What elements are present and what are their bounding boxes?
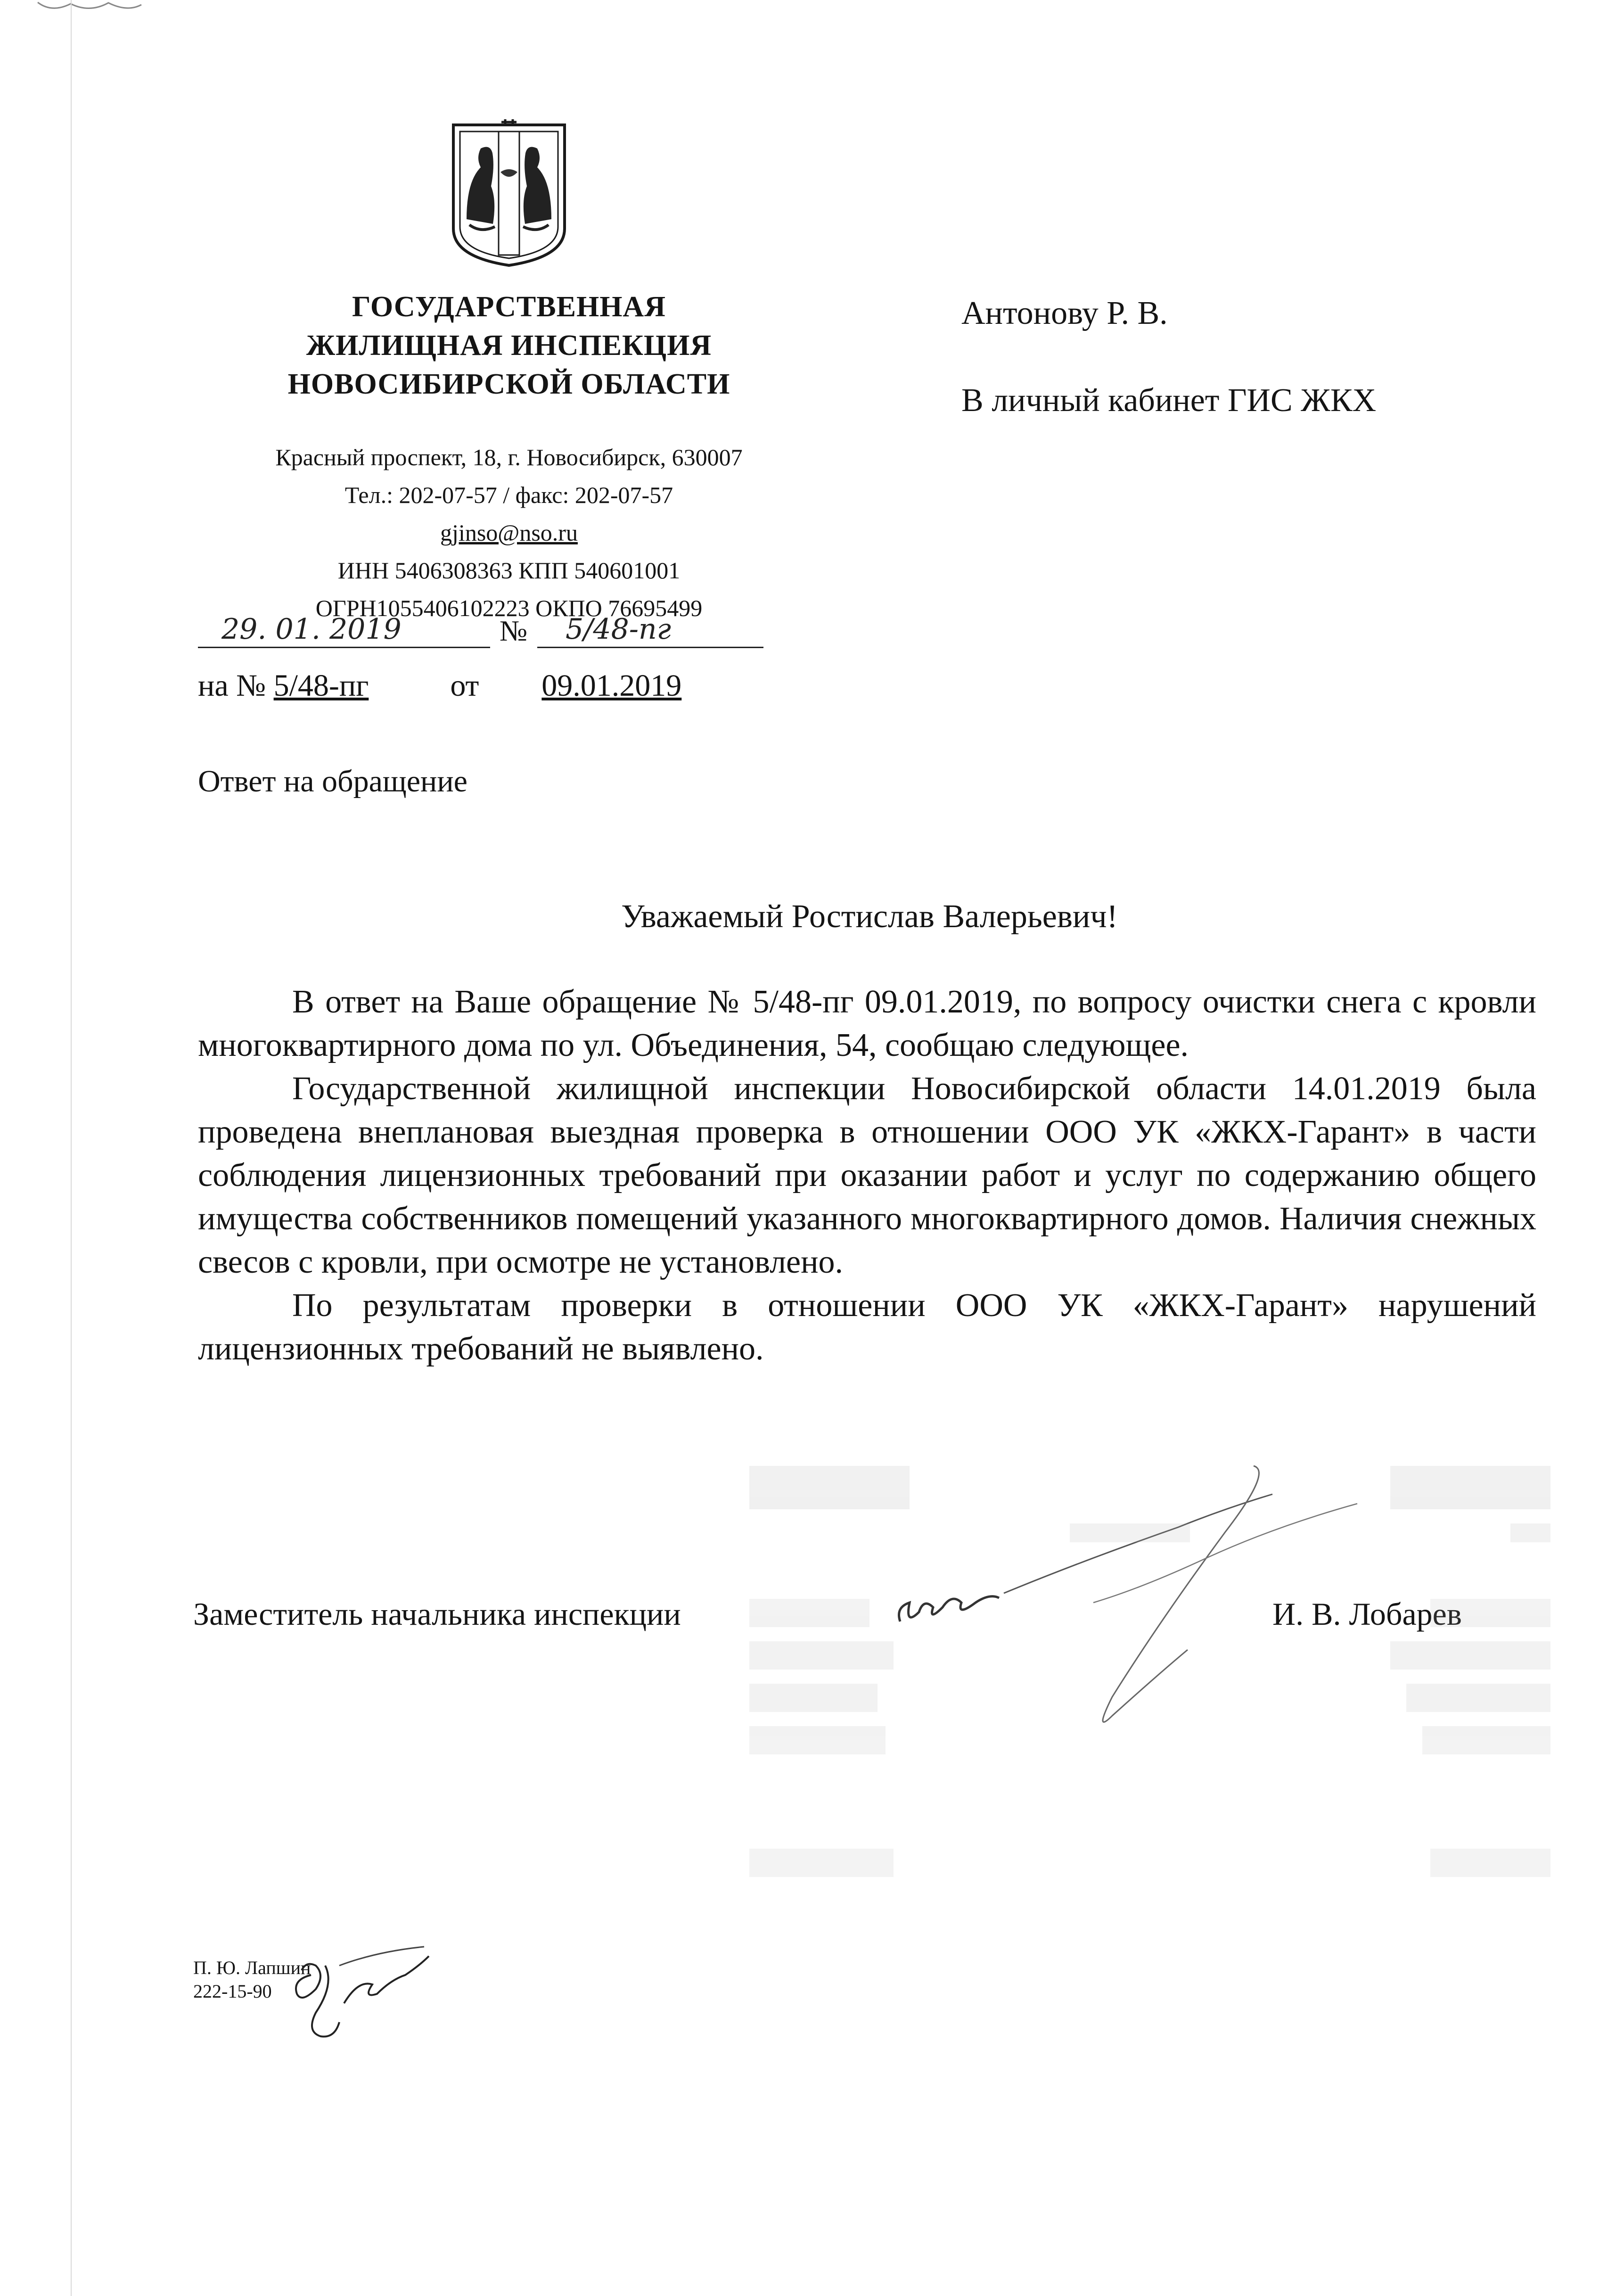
executor-phone: 222-15-90 bbox=[193, 1981, 272, 2002]
body-paragraph: Государственной жилищной инспекции Новосибирской области 14.01.2019 была проведена внеплановая выездная проверка в отношении ООО УК «ЖКХ-Гарант» в части соблюдения лицензионных требований при оказании работ и услуг по содержанию общего имущества собственников помещений указанного многоквартирного домов. Наличия снежных свесов с кровли, при осмотре не установлено. bbox=[198, 1070, 1536, 1280]
registration-number: 5/48-пг bbox=[566, 613, 671, 646]
org-inn-kpp: ИНН 5406308363 КПП 540601001 bbox=[337, 557, 681, 584]
reference-line bbox=[198, 665, 787, 707]
letter-body bbox=[198, 980, 1536, 1371]
org-phone-fax: Тел.: 202-07-57 / факс: 202-07-57 bbox=[344, 482, 673, 508]
addressee-name: Антонову Р. В. bbox=[961, 295, 1168, 331]
signatory-name: И. В. Лобарев bbox=[1272, 1596, 1462, 1632]
reference-from-label: от bbox=[450, 668, 479, 703]
coat-of-arms-icon bbox=[448, 115, 570, 269]
salutation: Уважаемый Ростислав Валерьевич! bbox=[621, 898, 1118, 935]
org-name-line: НОВОСИБИРСКОЙ ОБЛАСТИ bbox=[287, 368, 730, 400]
org-address: Красный проспект, 18, г. Новосибирск, 630007 bbox=[275, 444, 743, 470]
letter-subject: Ответ на обращение bbox=[198, 764, 468, 798]
registration-line bbox=[198, 613, 763, 650]
addressee-channel: В личный кабинет ГИС ЖКХ bbox=[961, 382, 1377, 419]
handwritten-signature bbox=[801, 1452, 1452, 1758]
organization-details bbox=[184, 438, 834, 627]
org-email-link[interactable]: gjinso@nso.ru bbox=[440, 519, 578, 546]
reference-date: 09.01.2019 bbox=[541, 668, 682, 703]
signatory-position: Заместитель начальника инспекции bbox=[193, 1596, 681, 1632]
body-paragraph: В ответ на Ваше обращение № 5/48-пг 09.01.2019, по вопросу очистки снега с кровли многоквартирного дома по ул. Объединения, 54, сообщаю следующее. bbox=[198, 984, 1536, 1063]
scan-mark bbox=[33, 0, 146, 14]
handwritten-initials bbox=[283, 1937, 434, 2046]
reference-number: 5/48-пг bbox=[273, 668, 369, 703]
body-paragraph: По результатам проверки в отношении ООО УК «ЖКХ-Гарант» нарушений лицензионных требований не выявлено. bbox=[198, 1287, 1536, 1367]
organization-name bbox=[203, 288, 815, 403]
org-name-line: ГОСУДАРСТВЕННАЯ bbox=[352, 291, 666, 323]
org-name-line: ЖИЛИЩНАЯ ИНСПЕКЦИЯ bbox=[306, 329, 712, 362]
registration-number-sign: № bbox=[500, 615, 528, 647]
registration-date: 29. 01. 2019 bbox=[221, 613, 402, 646]
scan-left-edge-line bbox=[71, 0, 72, 2296]
org-ogrn-okpo: ОГРН1055406102223 ОКПО 76695499 bbox=[315, 595, 703, 621]
reference-prefix: на № bbox=[198, 668, 266, 703]
executor-name: П. Ю. Лапшин bbox=[193, 1957, 311, 1978]
